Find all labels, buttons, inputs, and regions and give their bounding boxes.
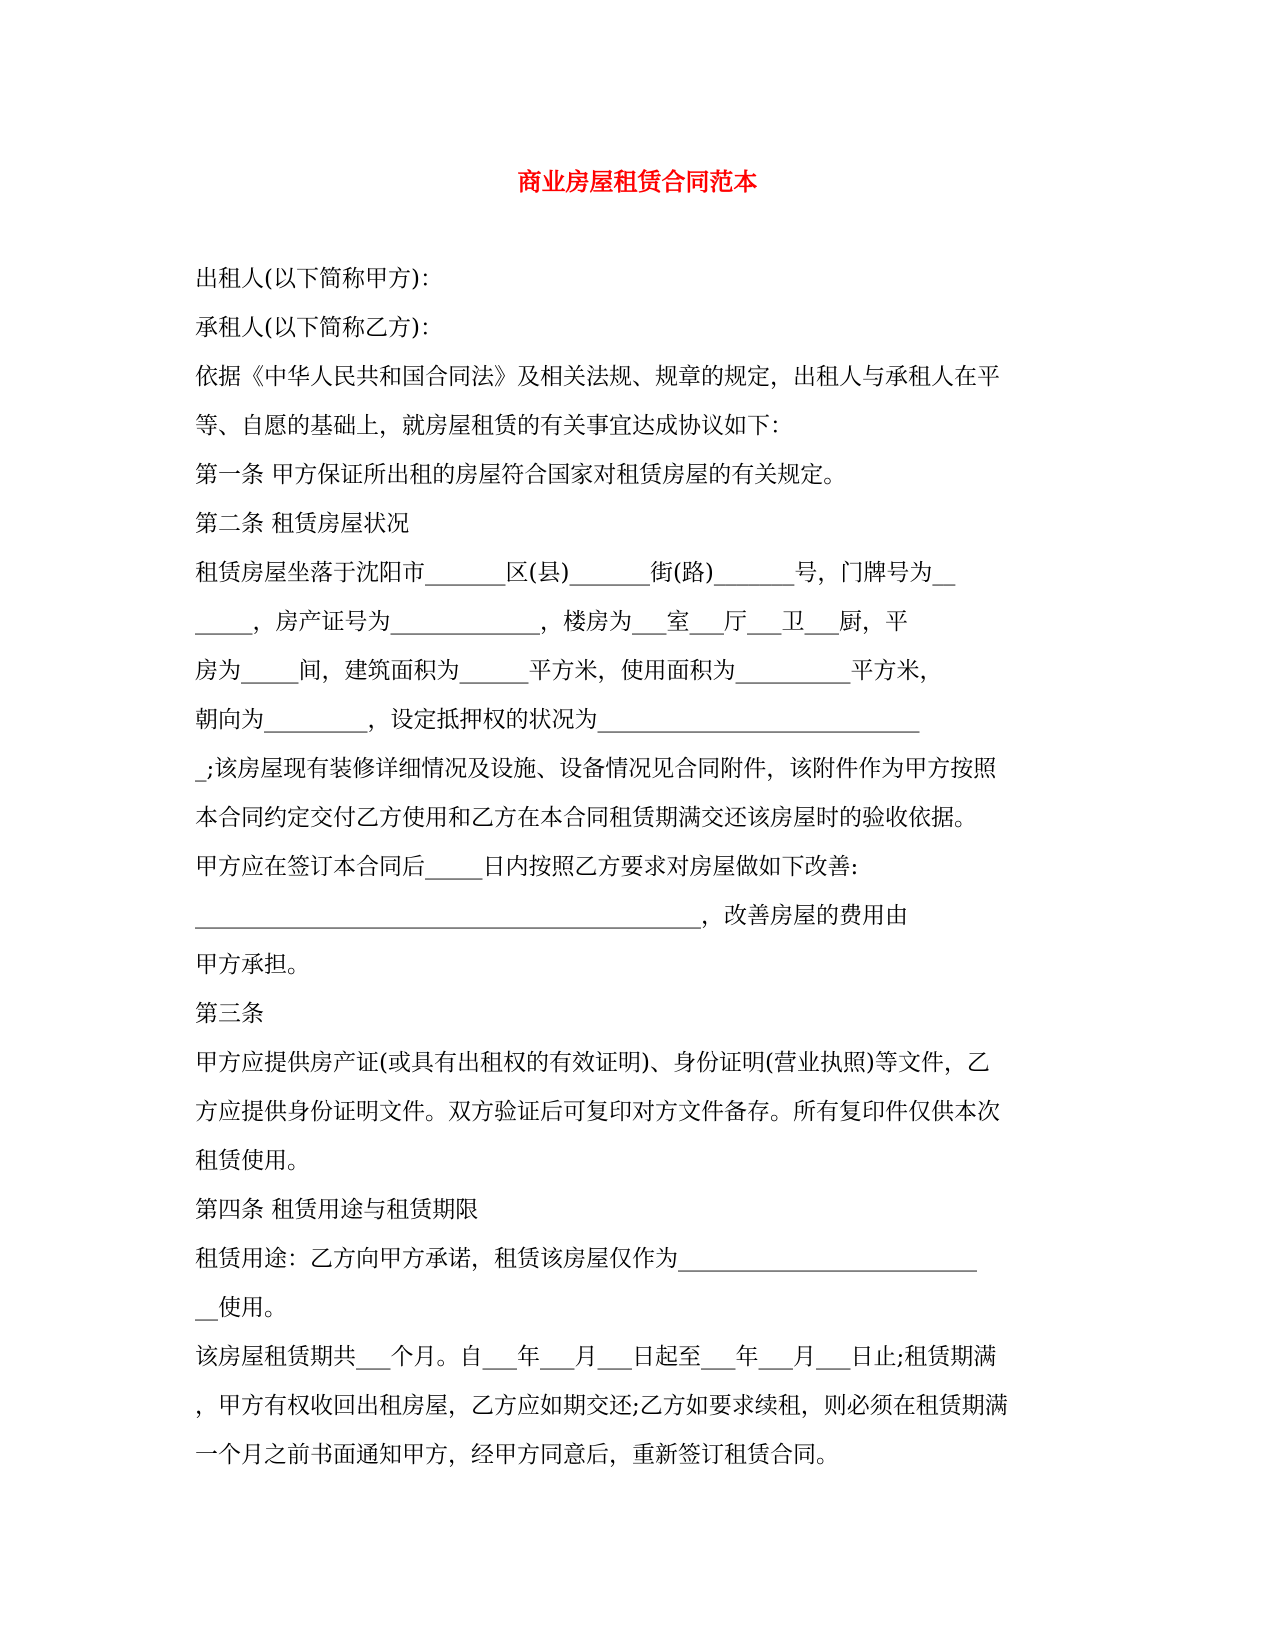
text-line: __使用。	[195, 1295, 287, 1321]
text-line: ____________________________________________，改善房屋的费用由	[195, 903, 908, 929]
text-line: 第四条 租赁用途与租赁期限	[195, 1197, 479, 1223]
text-line: 租赁用途：乙方向甲方承诺，租赁该房屋仅作为__________________________	[195, 1246, 977, 1272]
text-line: 依据《中华人民共和国合同法》及相关法规、规章的规定，出租人与承租人在平	[195, 364, 1000, 390]
text-line: 第二条 租赁房屋状况	[195, 511, 410, 537]
text-line: _____，房产证号为_____________，楼房为___室___厅___卫___厨，平	[195, 609, 908, 635]
text-line: 本合同约定交付乙方使用和乙方在本合同租赁期满交还该房屋时的验收依据。	[195, 805, 977, 831]
text-line: _;该房屋现有装修详细情况及设施、设备情况见合同附件，该附件作为甲方按照	[195, 756, 997, 782]
text-line: 该房屋租赁期共___个月。自___年___月___日起至___年___月___日止;租赁期满	[195, 1344, 997, 1370]
text-line: 承租人(以下简称乙方)：	[195, 315, 443, 341]
text-line: 租赁房屋坐落于沈阳市_______区(县)_______街(路)_______号，门牌号为__	[195, 560, 956, 586]
text-line: 第三条	[195, 1001, 264, 1027]
text-line: 甲方应在签订本合同后_____日内按照乙方要求对房屋做如下改善:	[195, 854, 859, 880]
document-body	[195, 255, 1080, 1480]
text-line: 租赁使用。	[195, 1148, 310, 1174]
text-line: 一个月之前书面通知甲方，经甲方同意后，重新签订租赁合同。	[195, 1442, 839, 1468]
text-line: 等、自愿的基础上，就房屋租赁的有关事宜达成协议如下：	[195, 413, 793, 439]
text-line: 朝向为_________，设定抵押权的状况为____________________________	[195, 707, 920, 733]
text-line: 方应提供身份证明文件。双方验证后可复印对方文件备存。所有复印件仅供本次	[195, 1099, 1000, 1125]
text-line: ，甲方有权收回出租房屋，乙方应如期交还;乙方如要求续租，则必须在租赁期满	[195, 1393, 1008, 1419]
text-line: 甲方应提供房产证(或具有出租权的有效证明)、身份证明(营业执照)等文件，乙	[195, 1050, 990, 1076]
text-line: 甲方承担。	[195, 952, 310, 978]
text-line: 出租人(以下简称甲方)：	[195, 266, 443, 292]
document-title: 商业房屋租赁合同范本	[517, 167, 758, 196]
text-line: 第一条 甲方保证所出租的房屋符合国家对租赁房屋的有关规定。	[195, 462, 847, 488]
text-line: 房为_____间，建筑面积为______平方米，使用面积为__________平方米，	[195, 658, 943, 684]
